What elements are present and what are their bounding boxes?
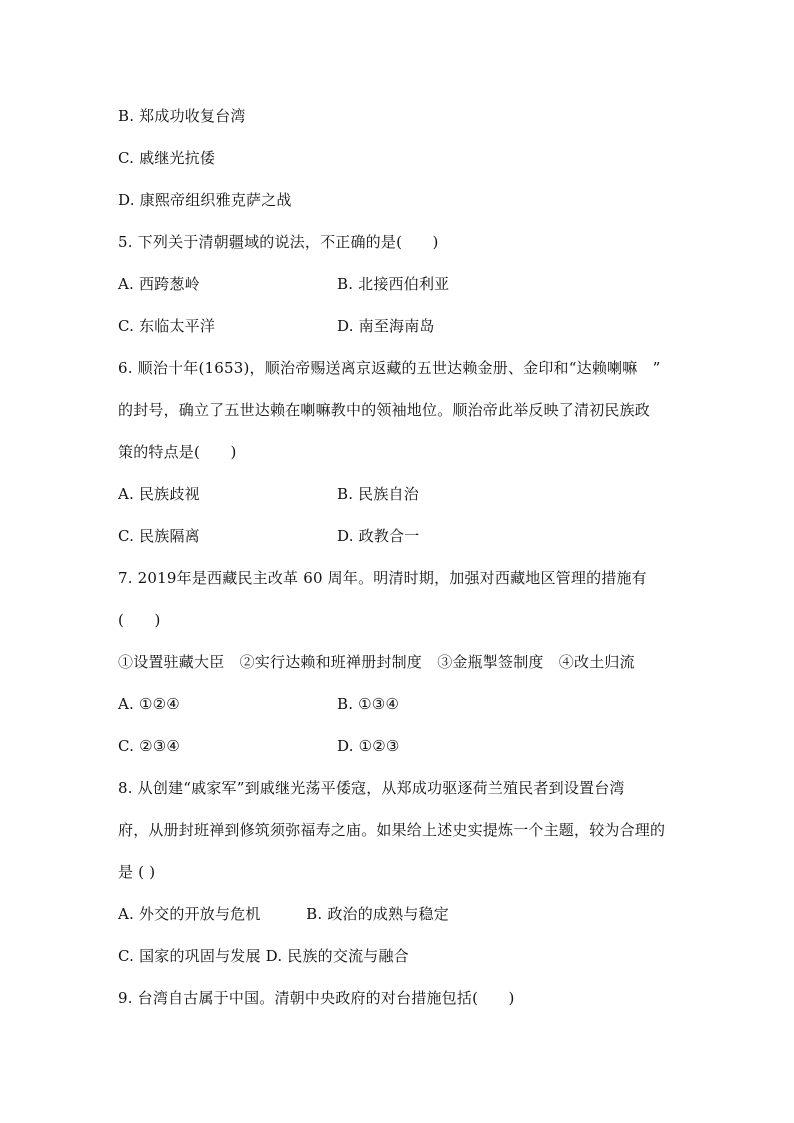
q8-stem-line-3: 是 ( ) (118, 863, 156, 881)
q6-option-d: D. 政教合一 (337, 527, 420, 545)
q6-option-b: B. 民族自治 (337, 485, 419, 503)
q7-items: ①设置驻藏大臣 ②实行达赖和班禅册封制度 ③金瓶掣签制度 ④改土归流 (118, 653, 635, 671)
q8-stem-line-2: 府，从册封班禅到修筑须弥福寿之庙。如果给上述史实提炼一个主题，较为合理的 (118, 821, 666, 839)
q9-stem: 9. 台湾自古属于中国。清朝中央政府的对台措施包括( ) (118, 989, 515, 1007)
q4-option-d: D. 康熙帝组织雅克萨之战 (118, 191, 292, 209)
q5-option-a: A. 西跨葱岭 (118, 275, 200, 293)
q8-options-a-b: A. 外交的开放与危机 B. 政治的成熟与稳定 (118, 905, 449, 923)
q6-option-a: A. 民族歧视 (118, 485, 200, 503)
q7-option-a: A. ①②④ (118, 695, 180, 713)
q7-stem-line-2: ( ) (118, 611, 161, 629)
q7-option-b: B. ①③④ (337, 695, 400, 713)
q4-option-c: C. 戚继光抗倭 (118, 149, 216, 167)
q5-option-b: B. 北接西伯利亚 (337, 275, 450, 293)
q4-option-b: B. 郑成功收复台湾 (118, 107, 246, 125)
q7-stem-line-1: 7. 2019年是西藏民主改革 60 周年。明清时期，加强对西藏地区管理的措施有 (118, 569, 647, 587)
q5-option-c: C. 东临太平洋 (118, 317, 216, 335)
q6-stem-line-3: 策的特点是( ) (118, 443, 237, 461)
q5-option-d: D. 南至海南岛 (337, 317, 435, 335)
q8-options-c-d: C. 国家的巩固与发展 D. 民族的交流与融合 (118, 947, 409, 965)
q8-stem-line-1: 8. 从创建“戚家军”到戚继光荡平倭寇，从郑成功驱逐荷兰殖民者到设置台湾 (118, 779, 625, 797)
q5-stem: 5. 下列关于清朝疆域的说法，不正确的是( ) (118, 233, 439, 251)
q7-option-c: C. ②③④ (118, 737, 181, 755)
q7-option-d: D. ①②③ (337, 737, 400, 755)
q6-stem-line-1: 6. 顺治十年(1653)，顺治帝赐送离京返藏的五世达赖金册、金印和“达赖喇嘛 ” (118, 359, 661, 377)
q6-option-c: C. 民族隔离 (118, 527, 200, 545)
q6-stem-line-2: 的封号，确立了五世达赖在喇嘛教中的领袖地位。顺治帝此举反映了清初民族政 (118, 401, 651, 419)
